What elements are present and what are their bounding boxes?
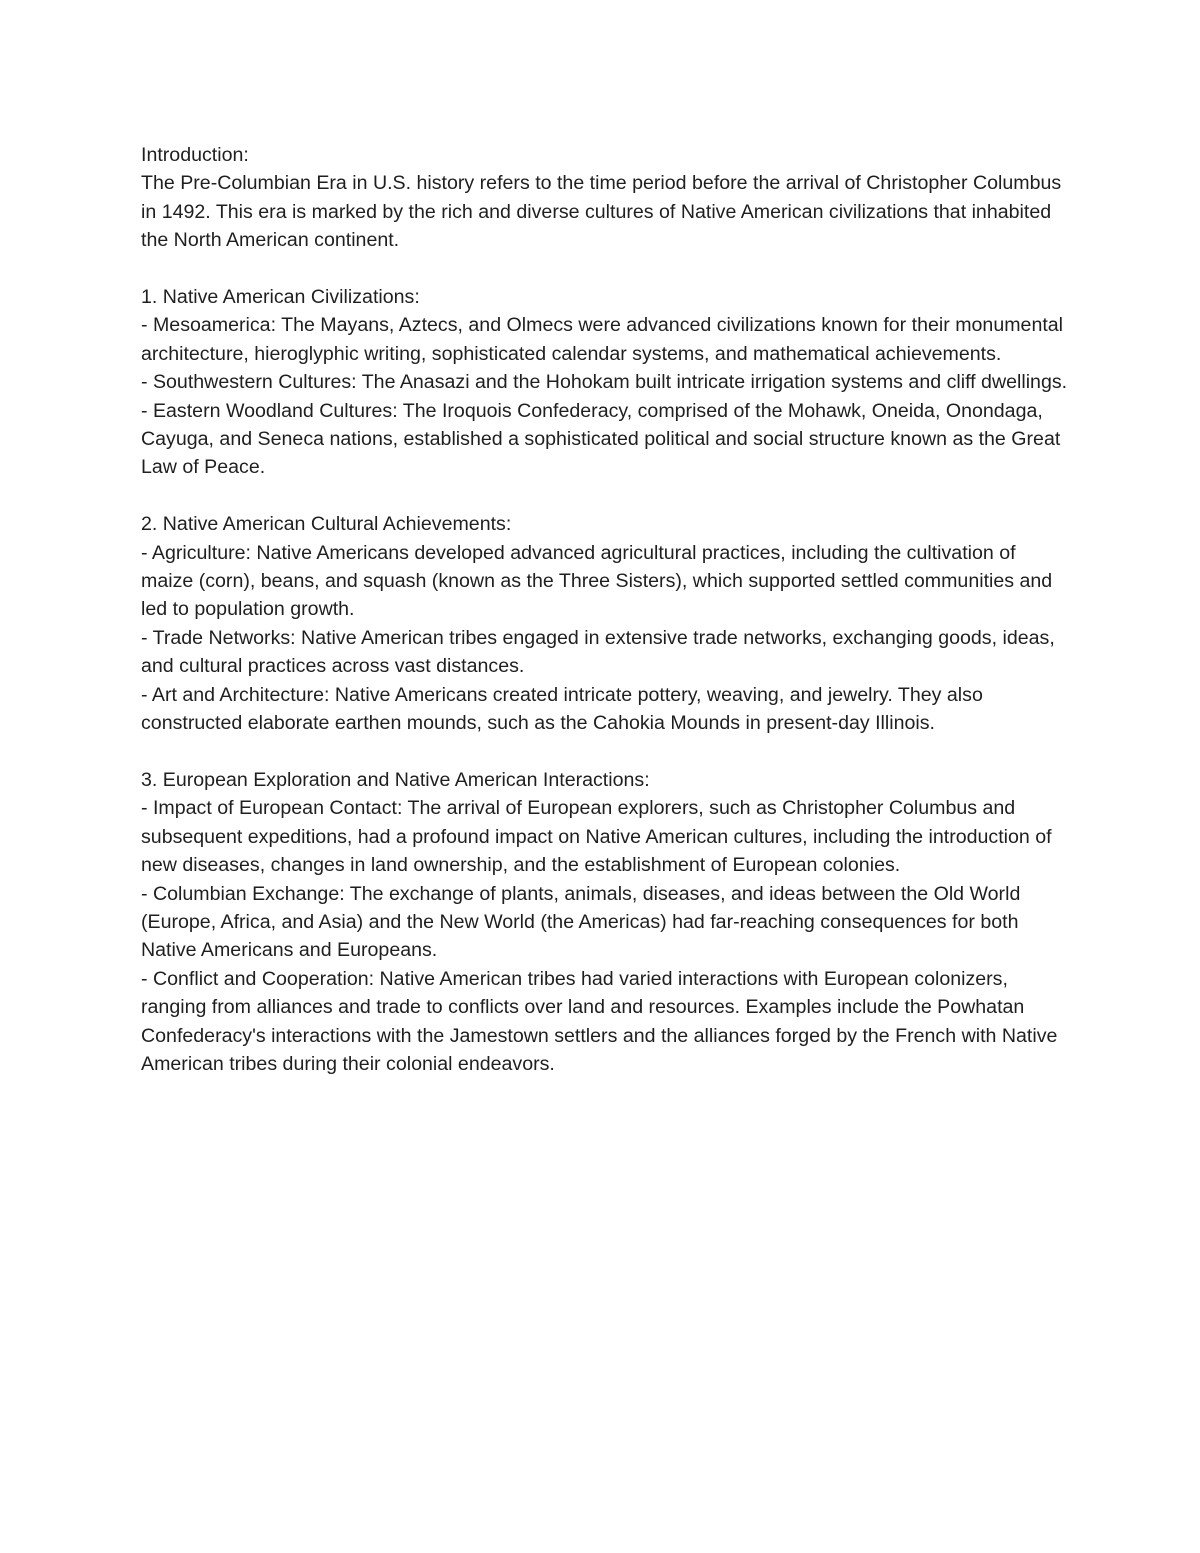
list-item-agriculture: - Agriculture: Native Americans developed advanced agricultural practices, including the cultivation of maize (corn), beans, and squash (known as the Three Sisters), which supported settled communities and led to population growth. bbox=[141, 541, 1058, 621]
paragraph-spacer bbox=[141, 482, 1071, 510]
intro-paragraph: The Pre-Columbian Era in U.S. history refers to the time period before the arrival of Christopher Columbus in 1492. This era is marked by the rich and diverse cultures of Native American civilizations that inhabited the North American continent. bbox=[141, 172, 1067, 252]
list-item-trade-networks: - Trade Networks: Native American tribes engaged in extensive trade networks, exchanging goods, ideas, and cultural practices across vast distances. bbox=[141, 626, 1061, 678]
document-body bbox=[141, 141, 1071, 1078]
list-item-columbian-exchange: - Columbian Exchange: The exchange of plants, animals, diseases, and ideas between the Old World (Europe, Africa, and Asia) and the New World (the Americas) had far-reaching consequences for both Native Americans and Europeans. bbox=[141, 882, 1026, 962]
list-item-conflict-and-cooperation: - Conflict and Cooperation: Native American tribes had varied interactions with European colonizers, ranging from alliances and trade to conflicts over land and resources. Examples include the Powhatan Confederacy's interactions with the Jamestown settlers and the alliances forged by the French with Native American tribes during their colonial endeavors. bbox=[141, 967, 1062, 1075]
list-item-southwestern-cultures: - Southwestern Cultures: The Anasazi and the Hohokam built intricate irrigation systems and cliff dwellings. bbox=[141, 371, 1068, 394]
paragraph-spacer bbox=[141, 255, 1071, 283]
paragraph-spacer bbox=[141, 738, 1071, 766]
section-heading-cultural-achievements: 2. Native American Cultural Achievements: bbox=[141, 513, 512, 536]
intro-heading: Introduction: bbox=[141, 144, 249, 166]
list-item-impact-of-contact: - Impact of European Contact: The arrival of European explorers, such as Christopher Columbus and subsequent expeditions, had a profound impact on Native American cultures, including the introduction of new diseases, changes in land ownership, and the establishment of European colonies. bbox=[141, 797, 1058, 877]
list-item-eastern-woodland-cultures: - Eastern Woodland Cultures: The Iroquois Confederacy, comprised of the Mohawk, Oneida, Onondaga, Cayuga, and Seneca nations, established a sophisticated political and social structure known as the Great Law of Peace. bbox=[141, 399, 1066, 479]
list-item-mesoamerica: - Mesoamerica: The Mayans, Aztecs, and Olmecs were advanced civilizations known for their monumental architecture, hieroglyphic writing, sophisticated calendar systems, and mathematical achievements. bbox=[141, 314, 1069, 365]
section-heading-civilizations: 1. Native American Civilizations: bbox=[141, 286, 420, 309]
section-heading-european-exploration: 3. European Exploration and Native American Interactions: bbox=[141, 768, 650, 791]
list-item-art-and-architecture: - Art and Architecture: Native Americans created intricate pottery, weaving, and jewelry. They also constructed elaborate earthen mounds, such as the Cahokia Mounds in present-day Illinois. bbox=[141, 683, 989, 735]
